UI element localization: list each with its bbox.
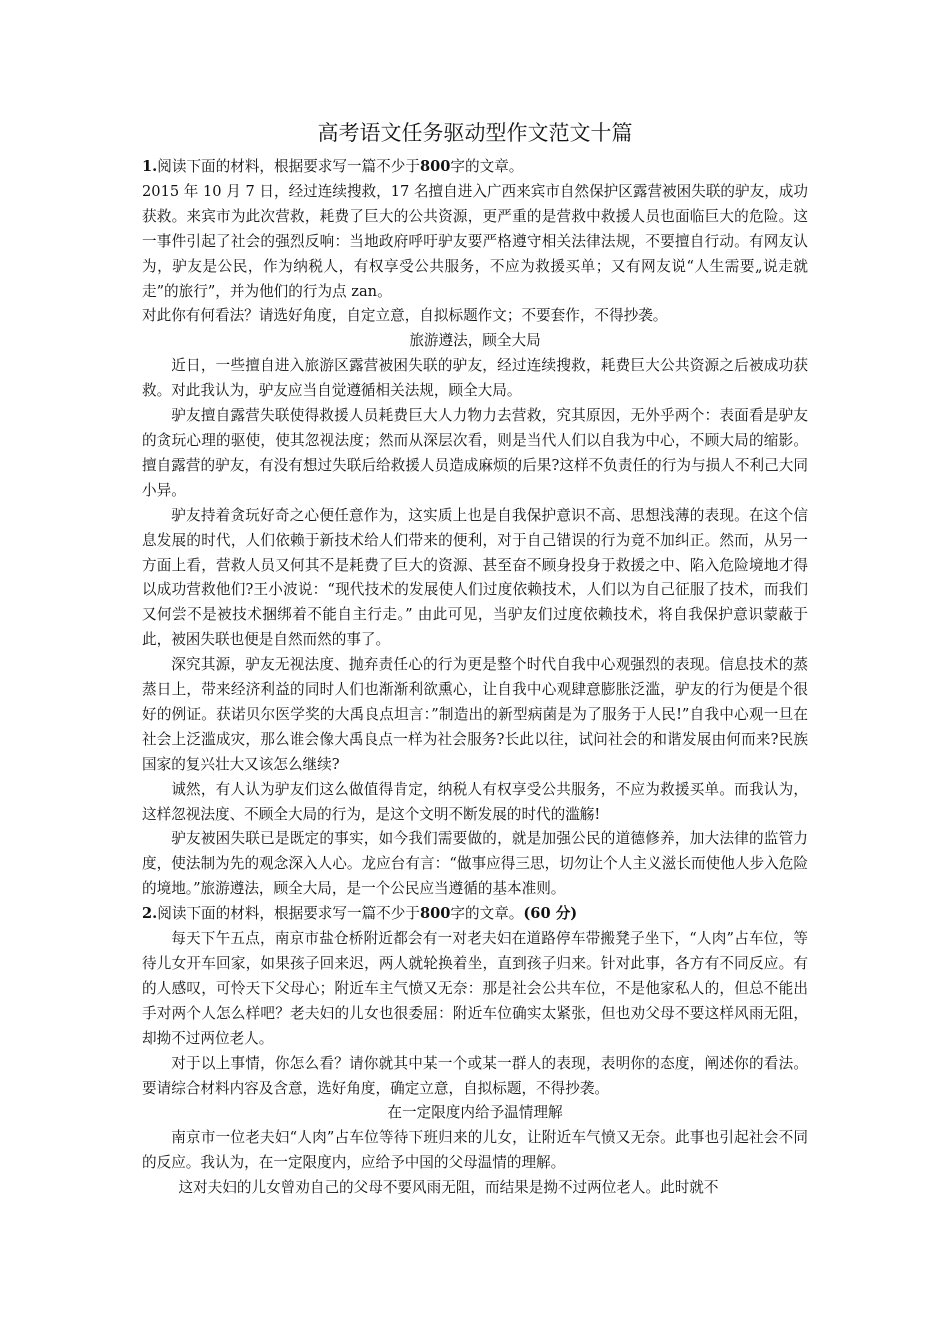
q1-essay-title: 旅游遵法，顾全大局 bbox=[409, 332, 541, 350]
q2-word-count: 800 bbox=[419, 905, 451, 923]
q2-essay-title: 在一定限度内给予温情理解 bbox=[387, 1104, 563, 1122]
q1-prompt-tail: 字的文章。 bbox=[450, 158, 524, 175]
document-title: 高考语文任务驱动型作文范文十篇 bbox=[317, 121, 633, 145]
q1-essay-paragraph: 驴友被困失联已是既定的事实，如今我们需要做的，就是加强公民的道德修养，加大法律的监管力度，使法制为先的观念深入人心。龙应台有言：“做事应得三思，切勿让个人主义滋长而使他人步入危险的境地。”旅游遵法，顾全大局，是一个公民应当遵循的基本准则。 bbox=[142, 830, 808, 898]
q2-material-paragraph: 每天下午五点，南京市盐仓桥附近都会有一对老夫妇在道路停车带搬凳子坐下，“人肉”占车位，等待儿女开车回家，如果孩子回来迟，两人就轮换着坐，直到孩子归来。针对此事，各方有不同反应。有的人感叹，可怜天下父母心；附近车主气愤又无奈：那是社会公共车位，不是他家私人的，但总不能出手对两个人怎么样吧？老夫妇的儿女也很委屈：附近车位确实太紧张，但也劝父母不要这样风雨无阻，却拗不过两位老人。 bbox=[142, 930, 808, 1047]
q1-word-count: 800 bbox=[419, 158, 451, 175]
q1-essay-paragraph: 深究其源，驴友无视法度、抛弃责任心的行为更是整个时代自我中心观强烈的表现。信息技术的蒸蒸日上，带来经济利益的同时人们也渐渐利欲熏心，让自我中心观肆意膨胀泛滥，驴友的行为便是个很好的例证。获诺贝尔医学奖的大禹良点坦言：”制造出的新型病菌是为了服务于人民!”自我中心观一旦在社会上泛滥成灾，那么谁会像大禹良点一样为社会服务?长此以往，试问社会的和谐发展由何而来?民族国家的复兴壮大又该怎么继续? bbox=[142, 656, 808, 773]
q2-essay-paragraph: 南京市一位老夫妇“人肉”占车位等待下班归来的儿女，让附近车气愤又无奈。此事也引起社会不同的反应。我认为，在一定限度内，应给予中国的父母温情的理解。 bbox=[142, 1129, 808, 1172]
q1-essay-paragraph: 驴友持着贪玩好奇之心便任意作为，这实质上也是自我保护意识不高、思想浅薄的表现。在这个信息发展的时代，人们依赖于新技术给人们带来的便利，对于自己错误的行为竟不加纠正。然而，从另一方面上看，营救人员又何其不是耗费了巨大的资源、甚至奋不顾身投身于救援之中、陷入危险境地才得以成功营救他们?王小波说：“现代技术的发展使人们过度依赖技术，人们以为自己征服了技术，而我们又何尝不是被技术捆绑着不能自主行走。” 由此可见，当驴友们过度依赖技术，将自我保护意识蒙蔽于此，被困失联也便是自然而然的事了。 bbox=[142, 506, 808, 649]
q1-prompt bbox=[142, 155, 808, 180]
q1-prompt-text: 阅读下面的材料，根据要求写一篇不少于 bbox=[157, 158, 420, 175]
q1-essay-paragraph: 近日，一些擅自进入旅游区露营被困失联的驴友，经过连续搜救，耗费巨大公共资源之后被成功获救。对此我认为，驴友应当自觉遵循相关法规，顾全大局。 bbox=[142, 357, 808, 400]
q1-material: 2015 年 10 月 7 日，经过连续搜救，17 名擅自进入广西来宾市自然保护区露营被困失联的驴友，成功获救。来宾市为此次营救，耗费了巨大的公共资源，更严重的是营救中救援人员也面临巨大的危险。这一事件引起了社会的强烈反响：当地政府呼吁驴友要严格遵守相关法律法规，不要擅自行动。有网友认为，驴友是公民，作为纳税人，有权享受公共服务，不应为救援买单；又有网友说“人生需要„说走就走”的旅行”，并为他们的行为点 zan。 bbox=[142, 182, 808, 300]
q2-score: (60 分) bbox=[523, 905, 578, 923]
q2-number: 2. bbox=[142, 905, 158, 923]
q1-essay-paragraph: 驴友擅自露营失联使得救援人员耗费巨大人力物力去营救，究其原因，无外乎两个：表面看是驴友的贪玩心理的驱使，使其忽视法度；然而从深层次看，则是当代人们以自我为中心，不顾大局的缩影。擅自露营的驴友，有没有想过失联后给救援人员造成麻烦的后果?这样不负责任的行为与损人不利己大同小异。 bbox=[142, 407, 808, 499]
q1-requirement: 对此你有何看法？请选好角度，自定立意，自拟标题作文；不要套作，不得抄袭。 bbox=[142, 307, 668, 325]
q1-essay-paragraph: 诚然，有人认为驴友们这么做值得肯定，纳税人有权享受公共服务，不应为救援买单。而我认为，这样忽视法度、不顾全大局的行为，是这个文明不断发展的时代的滥觞! bbox=[142, 780, 808, 823]
document-page bbox=[142, 118, 808, 1201]
q2-prompt-tail: 字的文章。 bbox=[450, 905, 524, 923]
q1-number: 1. bbox=[142, 158, 158, 175]
q2-prompt bbox=[142, 902, 808, 927]
q2-material-paragraph: 对于以上事情，你怎么看？请你就其中某一个或某一群人的表现，表明你的态度，阐述你的看法。要请综合材料内容及含意，选好角度，确定立意，自拟标题，不得抄袭。 bbox=[142, 1054, 808, 1097]
q2-prompt-text: 阅读下面的材料，根据要求写一篇不少于 bbox=[157, 905, 420, 923]
q2-essay-paragraph: 这对夫妇的儿女曾劝自己的父母不要风雨无阻，而结果是拗不过两位老人。此时就不 bbox=[178, 1179, 719, 1197]
